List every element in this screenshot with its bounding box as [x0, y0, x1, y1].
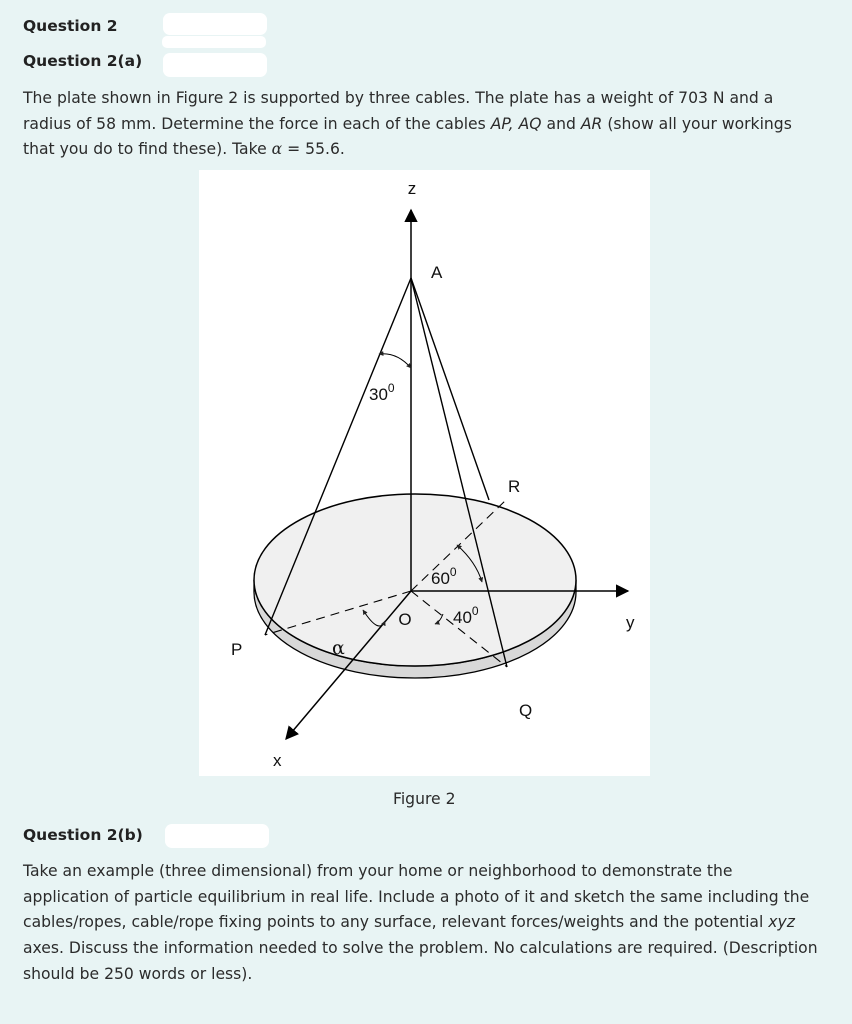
figure-2 — [199, 170, 650, 776]
label-y: y — [626, 613, 635, 632]
question-2a-heading: Question 2(a) — [23, 52, 143, 70]
label-q: Q — [519, 701, 533, 720]
label-o: O — [398, 610, 412, 629]
plate — [254, 494, 576, 678]
question-2a-text — [23, 86, 823, 163]
alpha-value: = 55.6. — [287, 140, 345, 159]
q2b-line1: Take an example (three dimensional) from your home or neighborhood to demonstrate the application of particle equilibrium in real life. Include a photo of it and sketch the same including the cables/ropes, cable/rope fixing points to any surface, relevant forces/weights and the potential — [23, 862, 810, 932]
angle-label-30: $30^0$ — [369, 381, 395, 404]
redacted-mark — [163, 13, 267, 35]
cable-ap: AP, — [490, 114, 514, 133]
redacted-mark — [165, 824, 269, 848]
question-2b-heading: Question 2(b) — [23, 826, 143, 844]
label-alpha: α — [332, 637, 345, 659]
question-2b-text — [23, 859, 823, 988]
q2a-outro: (show all your workings that you do to find these). Take — [23, 114, 792, 159]
redacted-mark — [163, 53, 267, 77]
angle-label-60: $60^0$ — [431, 565, 457, 588]
plate-top — [254, 494, 576, 666]
label-p: P — [231, 640, 243, 659]
label-r: R — [508, 477, 521, 496]
cable-aq: AQ — [518, 114, 542, 133]
angle-label-40: $40^0$ — [453, 604, 479, 627]
and-word: and — [546, 114, 576, 133]
label-x: x — [273, 751, 282, 770]
redacted-mark — [162, 36, 266, 48]
question-2-heading: Question 2 — [23, 17, 118, 35]
label-a: A — [431, 263, 443, 282]
figure-caption: Figure 2 — [393, 790, 456, 808]
alpha-symbol: α — [271, 140, 283, 159]
figure-2-diagram — [199, 170, 650, 776]
q2b-line2: axes. Discuss the information needed to solve the problem. No calculations are required. (Description should be 250 words or less). — [23, 939, 818, 983]
angle-arc-30 — [379, 354, 411, 368]
cable-ar-line — [411, 278, 489, 500]
xyz-axes: xyz — [768, 913, 795, 932]
label-z: z — [407, 179, 417, 198]
q2a-intro: The plate shown in Figure 2 is supported by three cables. The plate has a weight of 703 N and a radius of 58 mm. Determine the force in each of the cables — [23, 89, 774, 133]
cable-ar: AR — [580, 114, 603, 133]
